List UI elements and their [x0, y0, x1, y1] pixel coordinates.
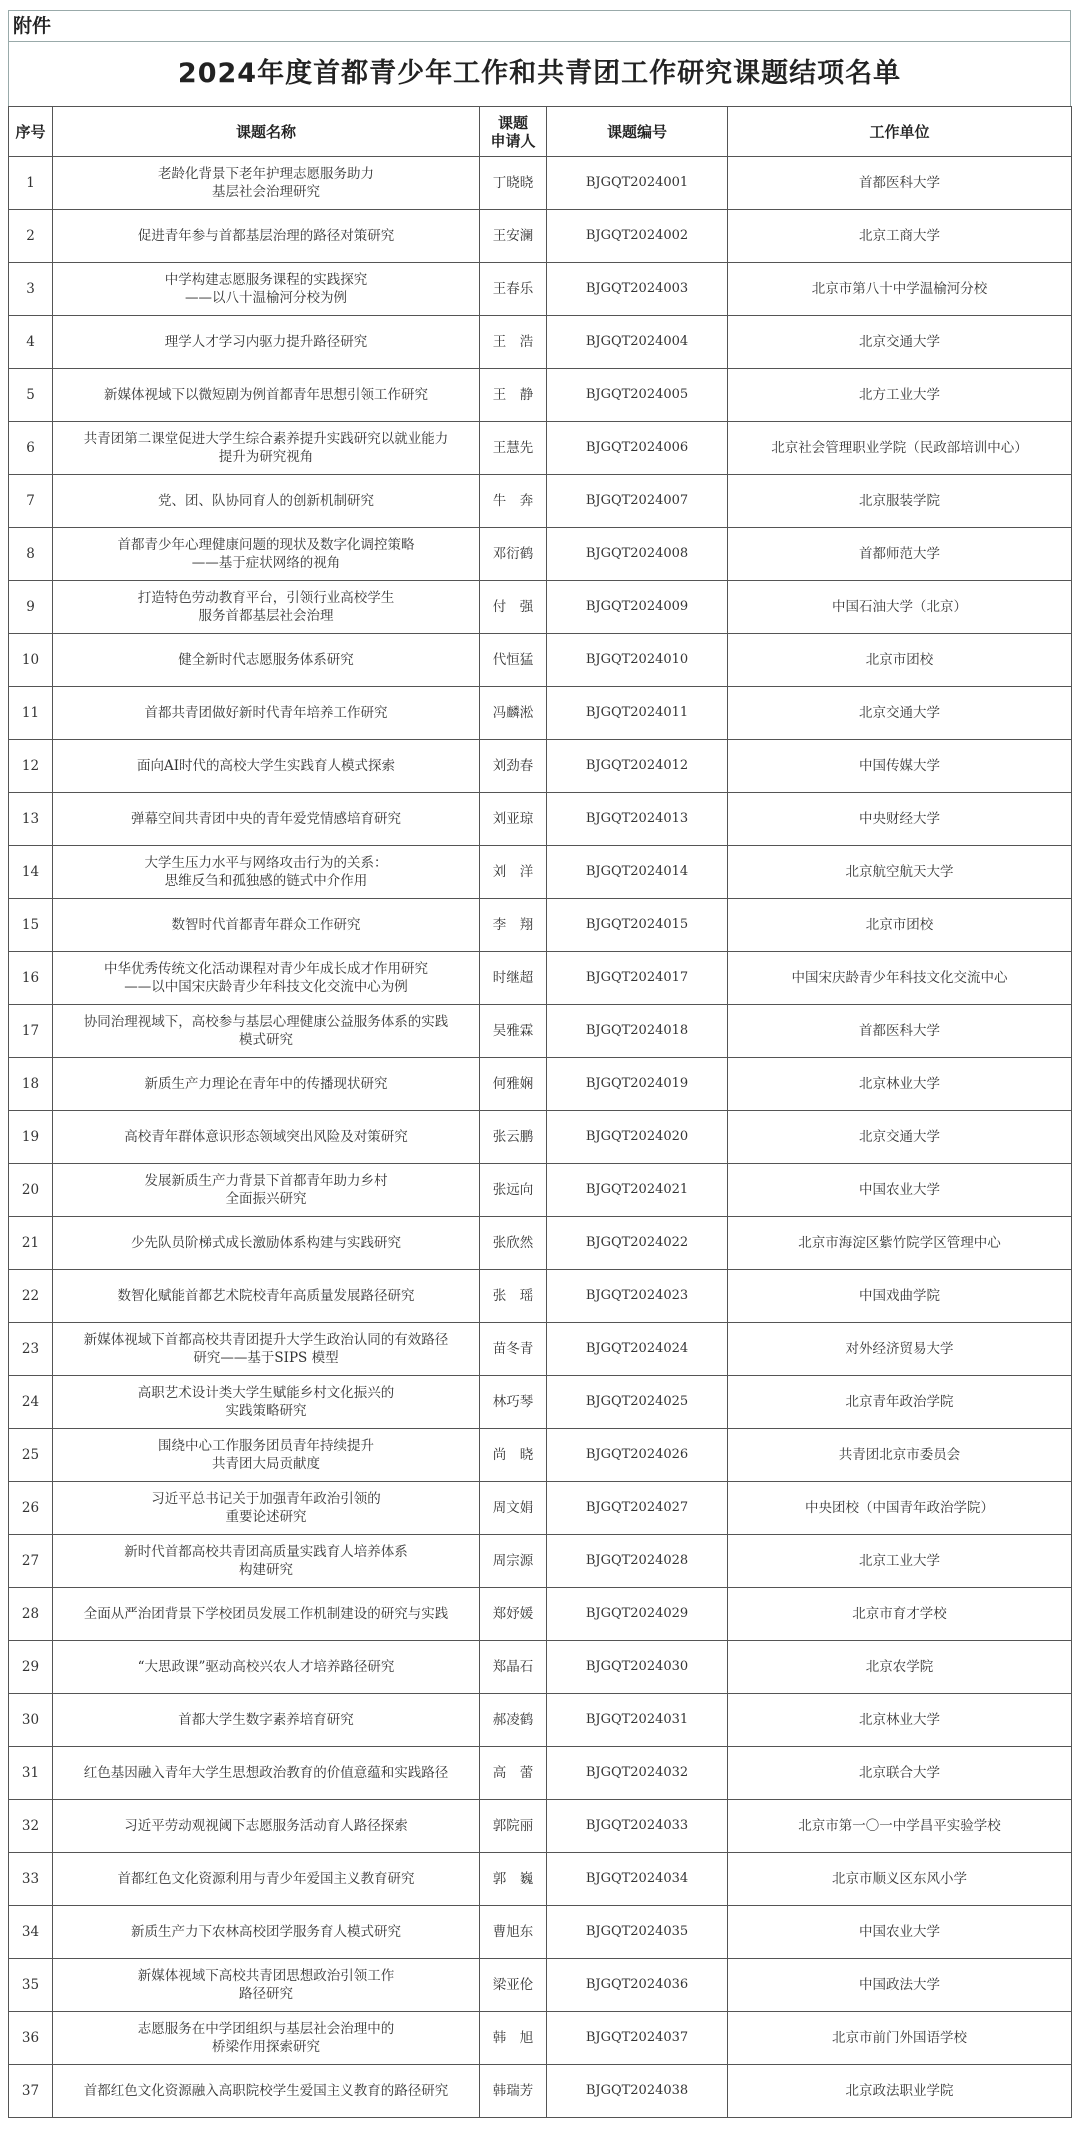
- row-unit: 对外经济贸易大学: [728, 1323, 1072, 1376]
- row-index: 24: [9, 1376, 53, 1429]
- project-name-line2: 模式研究: [239, 1032, 293, 1048]
- row-project-name: [53, 1535, 480, 1588]
- project-name-line1: 数智时代首都青年群众工作研究: [171, 917, 361, 933]
- header-applicant: [480, 107, 547, 157]
- row-unit: 中国政法大学: [728, 1959, 1072, 2012]
- row-index: 2: [9, 210, 53, 263]
- row-code: BJGQT2024014: [547, 846, 728, 899]
- row-applicant: 代恒猛: [480, 634, 547, 687]
- row-code: BJGQT2024032: [547, 1747, 728, 1800]
- project-name-line1: 志愿服务在中学团组织与基层社会治理中的: [137, 2021, 395, 2037]
- row-applicant: 郑晶石: [480, 1641, 547, 1694]
- row-project-name: [53, 1164, 480, 1217]
- table-row: [9, 2012, 1072, 2065]
- row-applicant: 郭院丽: [480, 1800, 547, 1853]
- row-unit: 中国戏曲学院: [728, 1270, 1072, 1323]
- row-project-name: [53, 2012, 480, 2065]
- row-code: BJGQT2024004: [547, 316, 728, 369]
- project-name-line1: 首都红色文化资源融入高职院校学生爱国主义教育的路径研究: [83, 2083, 449, 2099]
- row-applicant: 时继超: [480, 952, 547, 1005]
- row-code: BJGQT2024011: [547, 687, 728, 740]
- row-index: 23: [9, 1323, 53, 1376]
- project-name-line1: 习近平劳动观视阈下志愿服务活动育人路径探索: [124, 1818, 408, 1834]
- table-row: [9, 528, 1072, 581]
- header-unit: 工作单位: [728, 107, 1072, 157]
- row-unit: 北京政法职业学院: [728, 2065, 1072, 2118]
- row-project-name: [53, 1853, 480, 1906]
- row-applicant: 付 强: [480, 581, 547, 634]
- row-project-name: [53, 1005, 480, 1058]
- row-index: 14: [9, 846, 53, 899]
- table-row: [9, 1641, 1072, 1694]
- project-name-line1: 理学人才学习内驱力提升路径研究: [164, 334, 368, 350]
- row-unit: 北京市团校: [728, 634, 1072, 687]
- row-applicant: 王春乐: [480, 263, 547, 316]
- row-code: BJGQT2024013: [547, 793, 728, 846]
- row-applicant: 周宗源: [480, 1535, 547, 1588]
- row-unit: 北京航空航天大学: [728, 846, 1072, 899]
- row-code: BJGQT2024005: [547, 369, 728, 422]
- table-body: [9, 157, 1072, 2118]
- project-name-line1: 全面从严治团背景下学校团员发展工作机制建设的研究与实践: [83, 1606, 449, 1622]
- row-project-name: [53, 1376, 480, 1429]
- row-applicant: 李 翔: [480, 899, 547, 952]
- project-name-line1: 习近平总书记关于加强青年政治引领的: [151, 1491, 381, 1507]
- row-project-name: [53, 952, 480, 1005]
- row-applicant: 苗冬青: [480, 1323, 547, 1376]
- project-name-line1: 新媒体视域下高校共青团思想政治引领工作: [137, 1968, 395, 1984]
- table-row: [9, 846, 1072, 899]
- row-index: 13: [9, 793, 53, 846]
- row-project-name: [53, 1058, 480, 1111]
- project-name-line2: 路径研究: [239, 1986, 293, 2002]
- row-index: 9: [9, 581, 53, 634]
- row-applicant: 吴雅霖: [480, 1005, 547, 1058]
- row-project-name: [53, 1906, 480, 1959]
- row-code: BJGQT2024019: [547, 1058, 728, 1111]
- row-applicant: 冯麟淞: [480, 687, 547, 740]
- row-project-name: [53, 2065, 480, 2118]
- project-name-line1: 数智化赋能首都艺术院校青年高质量发展路径研究: [117, 1288, 415, 1304]
- row-project-name: [53, 740, 480, 793]
- row-index: 30: [9, 1694, 53, 1747]
- project-name-line2: 共青团大局贡献度: [212, 1456, 320, 1472]
- row-applicant: 王安澜: [480, 210, 547, 263]
- row-code: BJGQT2024018: [547, 1005, 728, 1058]
- project-name-line1: 少先队员阶梯式成长激励体系构建与实践研究: [131, 1235, 401, 1251]
- row-unit: 北京联合大学: [728, 1747, 1072, 1800]
- project-table: [8, 106, 1072, 2118]
- row-project-name: [53, 1747, 480, 1800]
- table-row: [9, 1694, 1072, 1747]
- row-project-name: [53, 1588, 480, 1641]
- table-row: [9, 475, 1072, 528]
- row-unit: 北京市海淀区紫竹院学区管理中心: [728, 1217, 1072, 1270]
- row-code: BJGQT2024012: [547, 740, 728, 793]
- row-project-name: [53, 1323, 480, 1376]
- project-name-line2: 提升为研究视角: [218, 449, 314, 465]
- row-unit: 共青团北京市委员会: [728, 1429, 1072, 1482]
- row-applicant: 王慧先: [480, 422, 547, 475]
- table-row: [9, 1376, 1072, 1429]
- table-row: [9, 1853, 1072, 1906]
- row-applicant: 郑妤媛: [480, 1588, 547, 1641]
- row-unit: 北京交通大学: [728, 316, 1072, 369]
- row-code: BJGQT2024026: [547, 1429, 728, 1482]
- row-applicant: 张远向: [480, 1164, 547, 1217]
- table-row: [9, 1111, 1072, 1164]
- row-project-name: [53, 1270, 480, 1323]
- project-name-line2: ——以八十温榆河分校为例: [185, 290, 347, 306]
- project-name-line2: ——基于症状网络的视角: [191, 555, 341, 571]
- project-name-line1: 协同治理视域下，高校参与基层心理健康公益服务体系的实践: [83, 1014, 449, 1030]
- row-code: BJGQT2024038: [547, 2065, 728, 2118]
- row-unit: 北京市顺义区东风小学: [728, 1853, 1072, 1906]
- row-index: 10: [9, 634, 53, 687]
- row-code: BJGQT2024010: [547, 634, 728, 687]
- row-index: 32: [9, 1800, 53, 1853]
- row-code: BJGQT2024037: [547, 2012, 728, 2065]
- row-code: BJGQT2024007: [547, 475, 728, 528]
- row-index: 7: [9, 475, 53, 528]
- row-unit: 北京工商大学: [728, 210, 1072, 263]
- project-name-line1: 共青团第二课堂促进大学生综合素养提升实践研究以就业能力: [83, 431, 449, 447]
- row-unit: 北京社会管理职业学院（民政部培训中心）: [728, 422, 1072, 475]
- row-unit: 北京青年政治学院: [728, 1376, 1072, 1429]
- row-index: 36: [9, 2012, 53, 2065]
- table-row: [9, 634, 1072, 687]
- row-code: BJGQT2024025: [547, 1376, 728, 1429]
- project-name-line1: 高职艺术设计类大学生赋能乡村文化振兴的: [137, 1385, 395, 1401]
- project-name-line1: 党、团、队协同育人的创新机制研究: [158, 493, 374, 509]
- row-index: 29: [9, 1641, 53, 1694]
- project-name-line1: 红色基因融入青年大学生思想政治教育的价值意蕴和实践路径: [83, 1765, 449, 1781]
- row-unit: 北京市育才学校: [728, 1588, 1072, 1641]
- row-code: BJGQT2024001: [547, 157, 728, 210]
- project-name-line1: 新质生产力下农林高校团学服务育人模式研究: [131, 1924, 401, 1940]
- table-row: [9, 1270, 1072, 1323]
- row-applicant: 牛 奔: [480, 475, 547, 528]
- row-code: BJGQT2024027: [547, 1482, 728, 1535]
- project-name-line1: 首都青少年心理健康问题的现状及数字化调控策略: [117, 537, 415, 553]
- row-project-name: [53, 475, 480, 528]
- row-index: 26: [9, 1482, 53, 1535]
- row-applicant: 韩瑞芳: [480, 2065, 547, 2118]
- row-project-name: [53, 1111, 480, 1164]
- row-project-name: [53, 528, 480, 581]
- row-index: 15: [9, 899, 53, 952]
- row-unit: 首都医科大学: [728, 1005, 1072, 1058]
- row-unit: 北京交通大学: [728, 1111, 1072, 1164]
- row-unit: 首都师范大学: [728, 528, 1072, 581]
- row-index: 8: [9, 528, 53, 581]
- table-row: [9, 1164, 1072, 1217]
- row-index: 35: [9, 1959, 53, 2012]
- row-index: 22: [9, 1270, 53, 1323]
- table-row: [9, 899, 1072, 952]
- row-index: 31: [9, 1747, 53, 1800]
- project-name-line1: 围绕中心工作服务团员青年持续提升: [158, 1438, 374, 1454]
- row-code: BJGQT2024009: [547, 581, 728, 634]
- row-applicant: 刘 洋: [480, 846, 547, 899]
- table-row: [9, 157, 1072, 210]
- project-name-line1: 面向AI时代的高校大学生实践育人模式探索: [136, 758, 396, 774]
- row-index: 34: [9, 1906, 53, 1959]
- row-project-name: [53, 1800, 480, 1853]
- project-name-line1: 新时代首都高校共青团高质量实践育人培养体系: [124, 1544, 408, 1560]
- table-row: [9, 2065, 1072, 2118]
- row-unit: 北京市第八十中学温榆河分校: [728, 263, 1072, 316]
- row-project-name: [53, 687, 480, 740]
- table-row: [9, 1058, 1072, 1111]
- row-applicant: 尚 晓: [480, 1429, 547, 1482]
- row-code: BJGQT2024020: [547, 1111, 728, 1164]
- row-applicant: 韩 旭: [480, 2012, 547, 2065]
- row-project-name: [53, 1429, 480, 1482]
- project-name-line2: 研究——基于SIPS 模型: [193, 1350, 339, 1366]
- project-name-line1: 首都共青团做好新时代青年培养工作研究: [144, 705, 388, 721]
- row-unit: 北京市前门外国语学校: [728, 2012, 1072, 2065]
- table-row: [9, 1906, 1072, 1959]
- table-header-row: [9, 107, 1072, 157]
- row-applicant: 高 蕾: [480, 1747, 547, 1800]
- row-unit: 北京农学院: [728, 1641, 1072, 1694]
- row-applicant: 郭 巍: [480, 1853, 547, 1906]
- row-project-name: [53, 1641, 480, 1694]
- row-code: BJGQT2024003: [547, 263, 728, 316]
- row-index: 3: [9, 263, 53, 316]
- row-project-name: [53, 793, 480, 846]
- project-name-line2: ——以中国宋庆龄青少年科技文化交流中心为例: [124, 979, 408, 995]
- row-code: BJGQT2024029: [547, 1588, 728, 1641]
- header-index: 序号: [9, 107, 53, 157]
- row-index: 19: [9, 1111, 53, 1164]
- row-code: BJGQT2024033: [547, 1800, 728, 1853]
- row-code: BJGQT2024017: [547, 952, 728, 1005]
- project-name-line1: 促进青年参与首都基层治理的路径对策研究: [137, 228, 395, 244]
- row-project-name: [53, 263, 480, 316]
- project-name-line1: 弹幕空间共青团中央的青年爱党情感培育研究: [131, 811, 401, 827]
- row-code: BJGQT2024030: [547, 1641, 728, 1694]
- row-unit: 北京交通大学: [728, 687, 1072, 740]
- row-applicant: 丁晓晓: [480, 157, 547, 210]
- row-unit: 北京林业大学: [728, 1694, 1072, 1747]
- row-unit: 北方工业大学: [728, 369, 1072, 422]
- row-code: BJGQT2024028: [547, 1535, 728, 1588]
- project-name-line1: 新媒体视域下以微短剧为例首都青年思想引领工作研究: [104, 387, 428, 403]
- project-name-line1: “大思政课”驱动高校兴农人才培养路径研究: [137, 1659, 395, 1675]
- row-unit: 中国传媒大学: [728, 740, 1072, 793]
- table-row: [9, 793, 1072, 846]
- row-applicant: 王 浩: [480, 316, 547, 369]
- row-project-name: [53, 1482, 480, 1535]
- row-unit: 中国石油大学（北京）: [728, 581, 1072, 634]
- row-index: 20: [9, 1164, 53, 1217]
- row-code: BJGQT2024023: [547, 1270, 728, 1323]
- row-project-name: [53, 1959, 480, 2012]
- row-index: 33: [9, 1853, 53, 1906]
- row-project-name: [53, 157, 480, 210]
- row-code: BJGQT2024024: [547, 1323, 728, 1376]
- header-applicant-line1: 课题: [497, 113, 528, 132]
- table-row: [9, 263, 1072, 316]
- project-name-line1: 大学生压力水平与网络攻击行为的关系：: [144, 855, 388, 871]
- attachment-label: 附件: [8, 10, 1071, 41]
- row-index: 4: [9, 316, 53, 369]
- row-unit: 中国农业大学: [728, 1906, 1072, 1959]
- row-index: 21: [9, 1217, 53, 1270]
- row-index: 11: [9, 687, 53, 740]
- row-unit: 北京市第一〇一中学昌平实验学校: [728, 1800, 1072, 1853]
- row-project-name: [53, 846, 480, 899]
- table-row: [9, 581, 1072, 634]
- row-index: 27: [9, 1535, 53, 1588]
- row-project-name: [53, 422, 480, 475]
- row-applicant: 林巧琴: [480, 1376, 547, 1429]
- row-applicant: 梁亚伦: [480, 1959, 547, 2012]
- row-code: BJGQT2024035: [547, 1906, 728, 1959]
- row-applicant: 何雅娴: [480, 1058, 547, 1111]
- row-applicant: 王 静: [480, 369, 547, 422]
- row-index: 25: [9, 1429, 53, 1482]
- table-row: [9, 1747, 1072, 1800]
- row-index: 18: [9, 1058, 53, 1111]
- row-project-name: [53, 316, 480, 369]
- row-applicant: 张云鹏: [480, 1111, 547, 1164]
- table-row: [9, 687, 1072, 740]
- table-row: [9, 1482, 1072, 1535]
- row-code: BJGQT2024002: [547, 210, 728, 263]
- row-applicant: 张欣然: [480, 1217, 547, 1270]
- header-project-name: 课题名称: [53, 107, 480, 157]
- project-name-line2: 桥梁作用探索研究: [212, 2039, 320, 2055]
- project-name-line2: 基层社会治理研究: [212, 184, 320, 200]
- row-applicant: 周文娟: [480, 1482, 547, 1535]
- row-index: 28: [9, 1588, 53, 1641]
- project-name-line1: 中华优秀传统文化活动课程对青少年成长成才作用研究: [104, 961, 428, 977]
- project-name-line1: 发展新质生产力背景下首都青年助力乡村: [144, 1173, 388, 1189]
- row-project-name: [53, 210, 480, 263]
- row-project-name: [53, 634, 480, 687]
- row-code: BJGQT2024022: [547, 1217, 728, 1270]
- table-row: [9, 952, 1072, 1005]
- project-name-line1: 高校青年群体意识形态领域突出风险及对策研究: [124, 1129, 408, 1145]
- row-index: 1: [9, 157, 53, 210]
- project-name-line1: 健全新时代志愿服务体系研究: [178, 652, 354, 668]
- row-applicant: 邓衍鹤: [480, 528, 547, 581]
- project-name-line2: 构建研究: [239, 1562, 293, 1578]
- row-code: BJGQT2024034: [547, 1853, 728, 1906]
- row-applicant: 刘劲春: [480, 740, 547, 793]
- project-name-line2: 实践策略研究: [225, 1403, 307, 1419]
- row-project-name: [53, 1217, 480, 1270]
- row-index: 37: [9, 2065, 53, 2118]
- row-code: BJGQT2024036: [547, 1959, 728, 2012]
- row-index: 16: [9, 952, 53, 1005]
- row-unit: 北京林业大学: [728, 1058, 1072, 1111]
- table-row: [9, 1959, 1072, 2012]
- table-row: [9, 1217, 1072, 1270]
- row-applicant: 曹旭东: [480, 1906, 547, 1959]
- project-name-line2: 重要论述研究: [225, 1509, 307, 1525]
- row-code: BJGQT2024021: [547, 1164, 728, 1217]
- project-name-line1: 中学构建志愿服务课程的实践探究: [164, 272, 368, 288]
- row-index: 12: [9, 740, 53, 793]
- row-applicant: 刘亚琼: [480, 793, 547, 846]
- table-row: [9, 1005, 1072, 1058]
- row-applicant: 张 瑶: [480, 1270, 547, 1323]
- table-row: [9, 1323, 1072, 1376]
- row-unit: 中央财经大学: [728, 793, 1072, 846]
- row-code: BJGQT2024015: [547, 899, 728, 952]
- row-project-name: [53, 1694, 480, 1747]
- project-name-line1: 老龄化背景下老年护理志愿服务助力: [158, 166, 374, 182]
- project-name-line1: 新媒体视域下首都高校共青团提升大学生政治认同的有效路径: [83, 1332, 449, 1348]
- project-name-line1: 新质生产力理论在青年中的传播现状研究: [144, 1076, 388, 1092]
- project-name-line2: 服务首都基层社会治理: [198, 608, 334, 624]
- table-row: [9, 1800, 1072, 1853]
- row-unit: 中国宋庆龄青少年科技文化交流中心: [728, 952, 1072, 1005]
- row-project-name: [53, 899, 480, 952]
- row-unit: 北京工业大学: [728, 1535, 1072, 1588]
- row-code: BJGQT2024031: [547, 1694, 728, 1747]
- row-unit: 北京市团校: [728, 899, 1072, 952]
- row-unit: 首都医科大学: [728, 157, 1072, 210]
- row-index: 5: [9, 369, 53, 422]
- table-row: [9, 316, 1072, 369]
- project-name-line2: 思维反刍和孤独感的链式中介作用: [164, 873, 368, 889]
- project-name-line1: 首都大学生数字素养培育研究: [178, 1712, 354, 1728]
- row-unit: 中央团校（中国青年政治学院）: [728, 1482, 1072, 1535]
- table-row: [9, 1535, 1072, 1588]
- project-name-line2: 全面振兴研究: [225, 1191, 307, 1207]
- project-name-line1: 首都红色文化资源利用与青少年爱国主义教育研究: [117, 1871, 415, 1887]
- document-sheet: [8, 10, 1071, 2118]
- table-row: [9, 369, 1072, 422]
- table-row: [9, 422, 1072, 475]
- row-applicant: 郝凌鹤: [480, 1694, 547, 1747]
- table-row: [9, 740, 1072, 793]
- row-project-name: [53, 369, 480, 422]
- row-code: BJGQT2024008: [547, 528, 728, 581]
- header-applicant-line2: 申请人: [490, 131, 536, 150]
- table-row: [9, 210, 1072, 263]
- table-row: [9, 1429, 1072, 1482]
- table-row: [9, 1588, 1072, 1641]
- row-index: 6: [9, 422, 53, 475]
- row-unit: 北京服装学院: [728, 475, 1072, 528]
- page-title: 2024年度首都青少年工作和共青团工作研究课题结项名单: [8, 41, 1071, 106]
- row-unit: 中国农业大学: [728, 1164, 1072, 1217]
- row-code: BJGQT2024006: [547, 422, 728, 475]
- row-index: 17: [9, 1005, 53, 1058]
- row-project-name: [53, 581, 480, 634]
- project-name-line1: 打造特色劳动教育平台，引领行业高校学生: [137, 590, 395, 606]
- header-code: 课题编号: [547, 107, 728, 157]
